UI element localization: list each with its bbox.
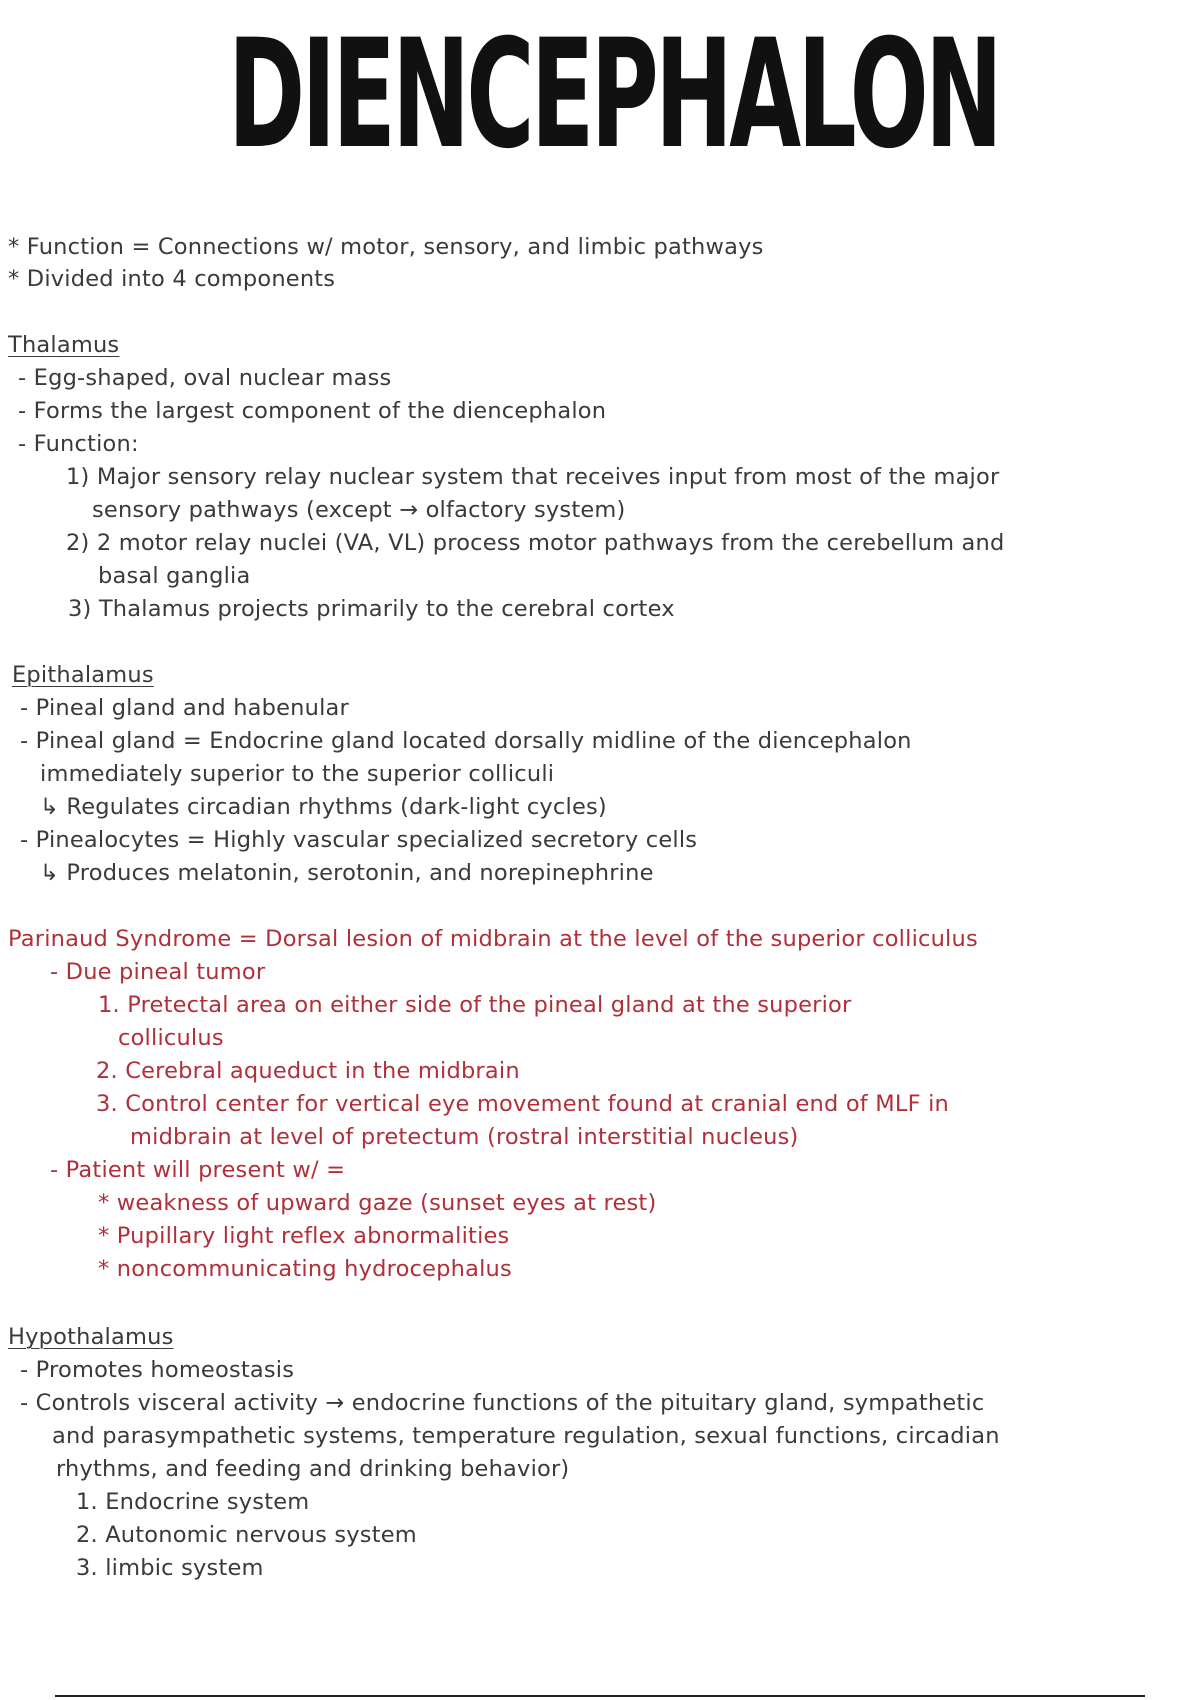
hypothalamus-line: 2. Autonomic nervous system [76, 1522, 417, 1548]
hypothalamus-line: and parasympathetic systems, temperature regulation, sexual functions, circadian [52, 1423, 1000, 1449]
thalamus-line: - Egg-shaped, oval nuclear mass [18, 365, 392, 391]
thalamus-line: 1) Major sensory relay nuclear system that receives input from most of the major [66, 464, 1000, 490]
hypothalamus-line: rhythms, and feeding and drinking behavior) [56, 1456, 570, 1482]
hypothalamus-line: 1. Endocrine system [76, 1489, 310, 1515]
parinaud-line: * weakness of upward gaze (sunset eyes at rest) [98, 1190, 657, 1216]
thalamus-line: 3) Thalamus projects primarily to the cerebral cortex [68, 596, 675, 622]
parinaud-line: - Due pineal tumor [50, 959, 266, 985]
parinaud-line: 2. Cerebral aqueduct in the midbrain [96, 1058, 520, 1084]
bottom-divider [55, 1695, 1145, 1697]
parinaud-line: Parinaud Syndrome = Dorsal lesion of midbrain at the level of the superior colliculus [8, 926, 978, 952]
parinaud-line: * noncommunicating hydrocephalus [98, 1256, 512, 1282]
hypothalamus-line: - Promotes homeostasis [20, 1357, 295, 1383]
hypothalamus-line: - Controls visceral activity → endocrine functions of the pituitary gland, sympathetic [20, 1390, 985, 1416]
thalamus-line: - Function: [18, 431, 139, 457]
thalamus-line: basal ganglia [98, 563, 251, 589]
epithalamus-line: - Pineal gland and habenular [20, 695, 349, 721]
epithalamus-heading: Epithalamus [12, 662, 154, 688]
epithalamus-line: ↳ Produces melatonin, serotonin, and norepinephrine [40, 860, 654, 886]
page-title: DIENCEPHALON [228, 8, 1000, 182]
epithalamus-line: - Pineal gland = Endocrine gland located dorsally midline of the diencephalon [20, 728, 912, 754]
hypothalamus-line: 3. limbic system [76, 1555, 264, 1581]
thalamus-line: sensory pathways (except → olfactory system) [92, 497, 626, 523]
epithalamus-line: immediately superior to the superior colliculi [40, 761, 555, 787]
parinaud-line: midbrain at level of pretectum (rostral interstitial nucleus) [130, 1124, 799, 1150]
thalamus-line: 2) 2 motor relay nuclei (VA, VL) process motor pathways from the cerebellum and [66, 530, 1005, 556]
epithalamus-line: - Pinealocytes = Highly vascular specialized secretory cells [20, 827, 698, 853]
parinaud-line: 3. Control center for vertical eye movement found at cranial end of MLF in [96, 1091, 950, 1117]
parinaud-line: - Patient will present w/ = [50, 1157, 346, 1183]
thalamus-line: - Forms the largest component of the diencephalon [18, 398, 607, 424]
intro-components-line: * Divided into 4 components [8, 266, 336, 292]
parinaud-line: * Pupillary light reflex abnormalities [98, 1223, 510, 1249]
parinaud-line: colliculus [118, 1025, 224, 1051]
epithalamus-line: ↳ Regulates circadian rhythms (dark-light cycles) [40, 794, 607, 820]
thalamus-heading: Thalamus [8, 332, 120, 358]
hypothalamus-heading: Hypothalamus [8, 1324, 174, 1350]
intro-function-line: * Function = Connections w/ motor, sensory, and limbic pathways [8, 234, 764, 260]
parinaud-line: 1. Pretectal area on either side of the pineal gland at the superior [98, 992, 852, 1018]
